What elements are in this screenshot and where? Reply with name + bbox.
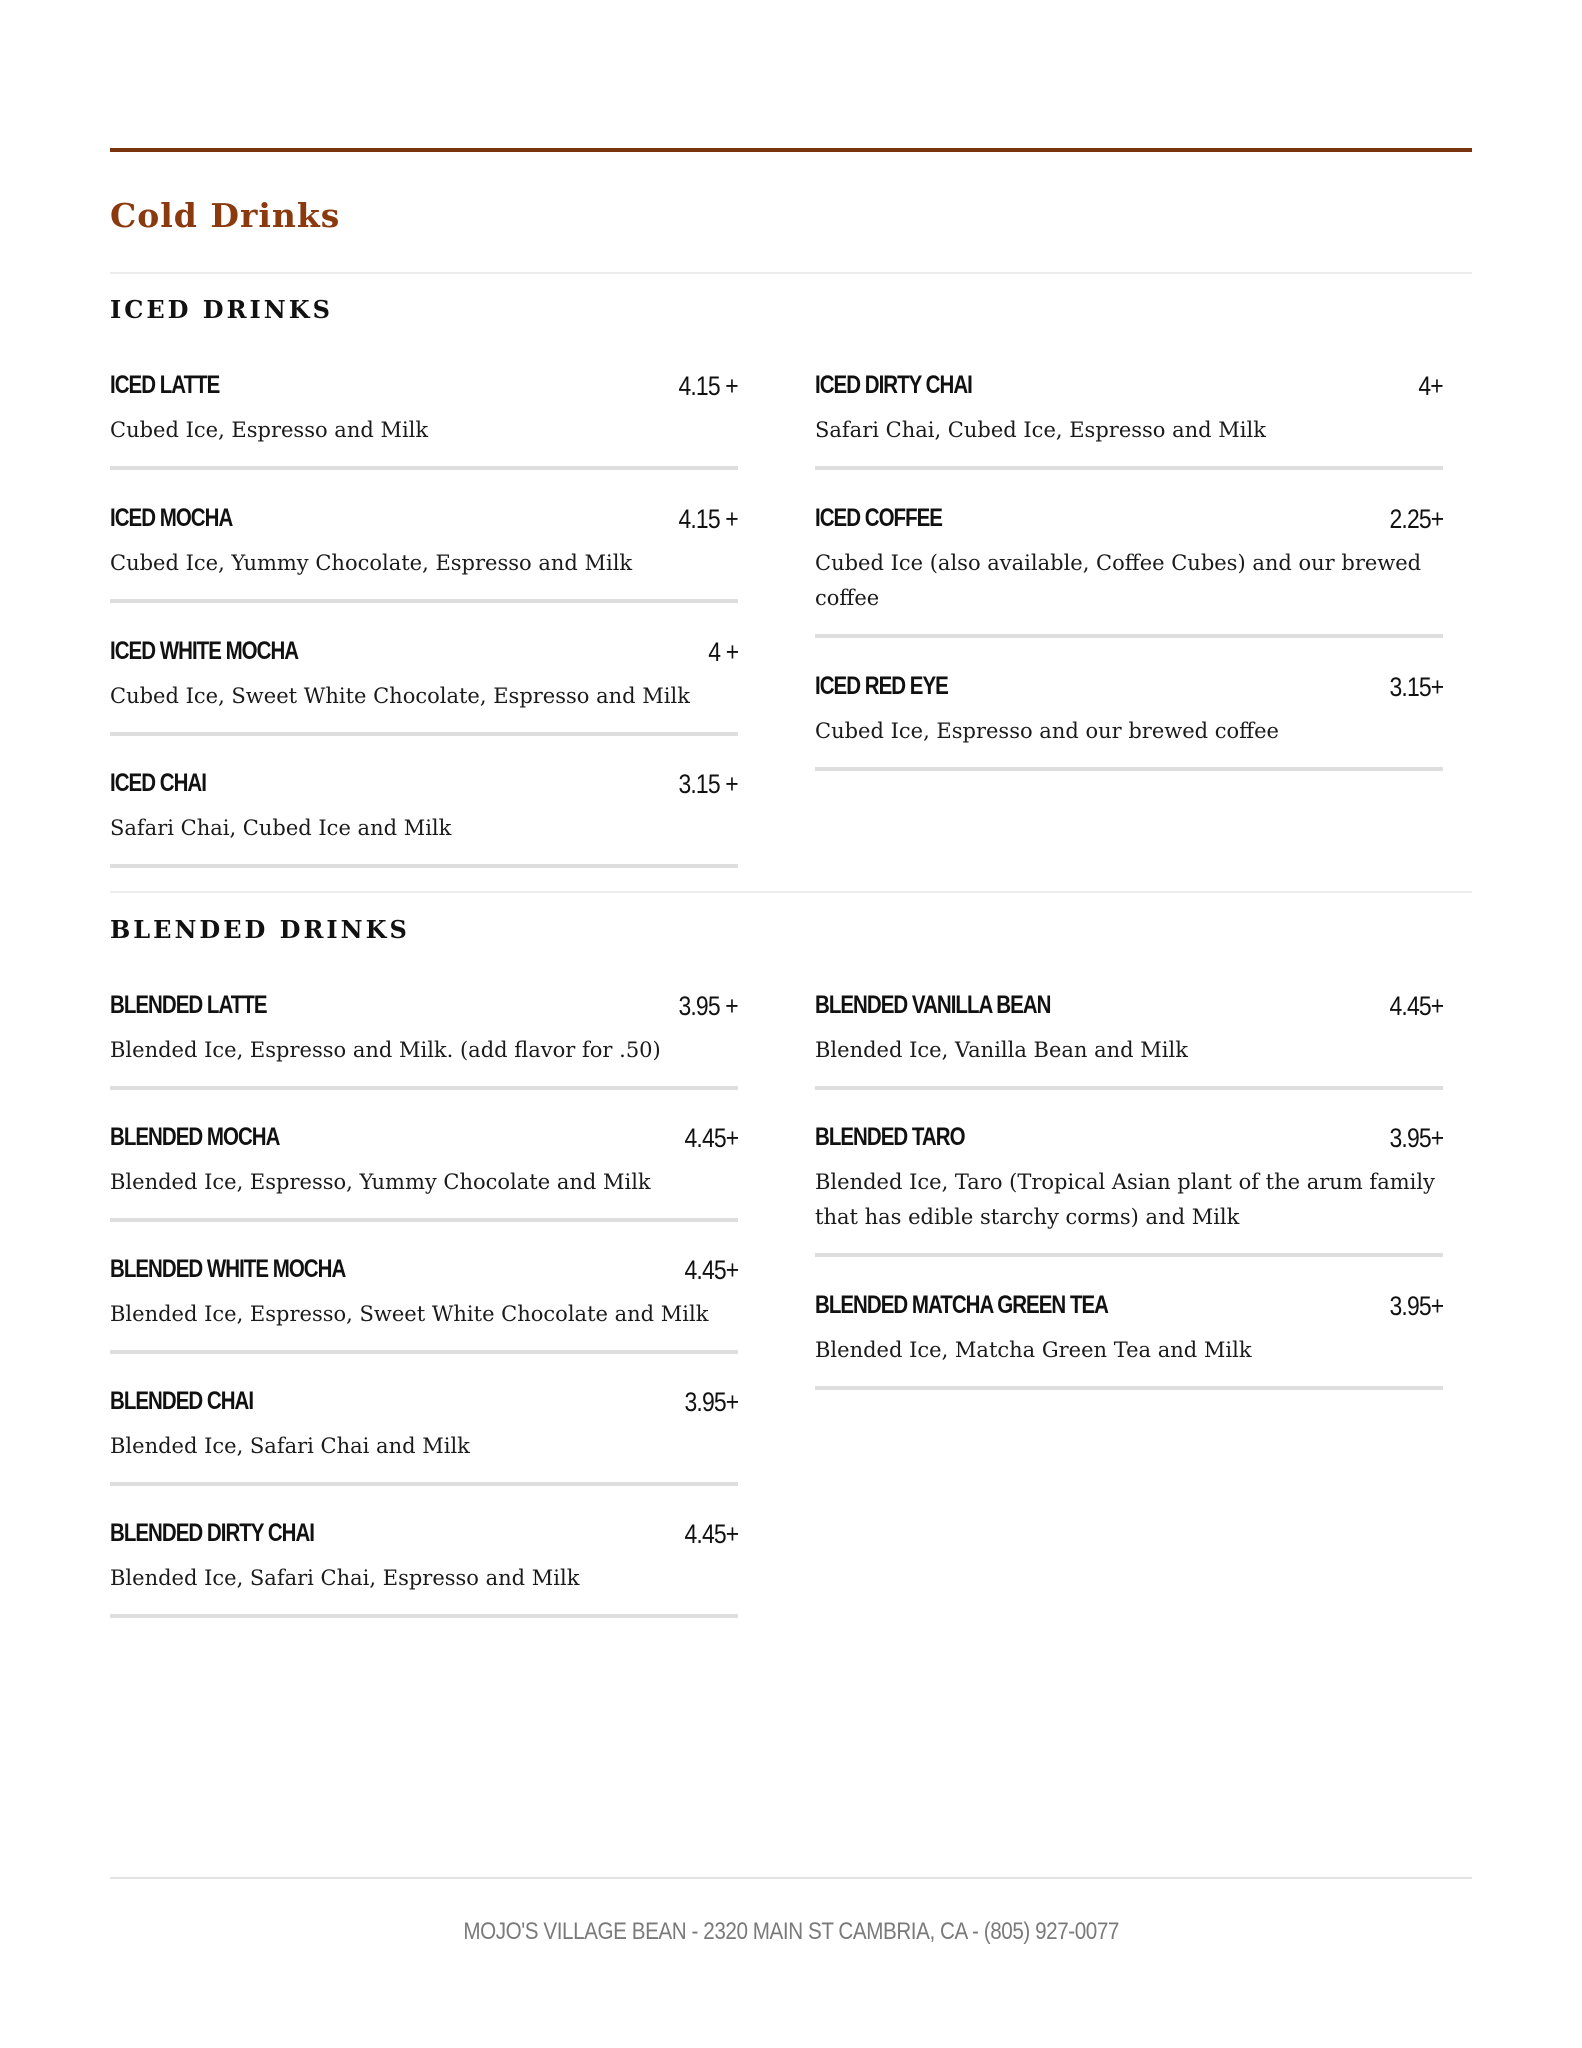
item-price: 3.95+ [1389,1123,1443,1153]
item-name: ICED COFFEE [815,504,942,532]
item-price: 3.95+ [684,1387,738,1417]
item-name: ICED CHAI [110,769,206,797]
page-title: Cold Drinks [110,196,341,235]
footer-text: MOJO'S VILLAGE BEAN - 2320 MAIN ST CAMBRIA, CA - (805) 927-0077 [463,1918,1119,1945]
item-price: 3.15+ [1389,672,1443,702]
item-divider [110,1086,738,1090]
item-divider [815,767,1443,771]
footer-address [110,1918,1472,1946]
item-divider [815,1253,1443,1257]
item-divider [110,1614,738,1618]
item-price: 4+ [1418,371,1443,401]
item-description: Blended Ice, Espresso, Yummy Chocolate and Milk [110,1170,651,1194]
item-price: 4.45+ [684,1123,738,1153]
item-name: BLENDED MATCHA GREEN TEA [815,1291,1108,1319]
item-description: Cubed Ice, Yummy Chocolate, Espresso and Milk [110,551,633,575]
item-price: 2.25+ [1389,504,1443,534]
item-description: Blended Ice, Vanilla Bean and Milk [815,1038,1188,1062]
section-divider [110,891,1472,893]
item-price: 3.95+ [1389,1291,1443,1321]
section-heading-iced-drinks: ICED DRINKS [110,295,333,324]
item-price: 3.15 + [678,769,738,799]
item-price: 3.95 + [678,991,738,1021]
item-description: Safari Chai, Cubed Ice and Milk [110,816,452,840]
section-heading-blended-drinks: BLENDED DRINKS [110,915,410,944]
item-divider [815,466,1443,470]
item-divider [110,1350,738,1354]
item-name: ICED WHITE MOCHA [110,637,299,665]
item-divider [110,466,738,470]
item-name: ICED RED EYE [815,672,948,700]
item-divider [815,1086,1443,1090]
item-description: Cubed Ice (also available, Coffee Cubes) and our brewed coffee [815,551,1422,610]
item-description: Cubed Ice, Espresso and Milk [110,418,429,442]
item-divider [110,1482,738,1486]
item-divider [110,599,738,603]
item-name: BLENDED VANILLA BEAN [815,991,1051,1019]
item-divider [815,634,1443,638]
item-description: Blended Ice, Safari Chai and Milk [110,1434,470,1458]
item-price: 4.15 + [678,504,738,534]
item-divider [110,732,738,736]
item-description: Blended Ice, Espresso and Milk. (add flavor for .50) [110,1038,661,1062]
item-price: 4 + [707,637,738,667]
item-name: BLENDED CHAI [110,1387,254,1415]
item-name: BLENDED TARO [815,1123,965,1151]
footer-divider [110,1877,1472,1879]
item-name: BLENDED DIRTY CHAI [110,1519,315,1547]
item-description: Blended Ice, Matcha Green Tea and Milk [815,1338,1252,1362]
item-name: BLENDED WHITE MOCHA [110,1255,346,1283]
item-description: Cubed Ice, Sweet White Chocolate, Espresso and Milk [110,684,690,708]
item-price: 4.45+ [684,1519,738,1549]
item-divider [815,1386,1443,1390]
item-price: 4.15 + [678,371,738,401]
item-description: Blended Ice, Espresso, Sweet White Chocolate and Milk [110,1302,709,1326]
item-description: Cubed Ice, Espresso and our brewed coffee [815,719,1279,743]
item-divider [110,1218,738,1222]
title-divider [110,272,1472,274]
item-divider [110,864,738,868]
item-name: ICED LATTE [110,371,220,399]
item-description: Blended Ice, Safari Chai, Espresso and Milk [110,1566,580,1590]
item-name: BLENDED MOCHA [110,1123,280,1151]
item-price: 4.45+ [1389,991,1443,1021]
item-description: Safari Chai, Cubed Ice, Espresso and Milk [815,418,1266,442]
item-name: ICED MOCHA [110,504,233,532]
item-price: 4.45+ [684,1255,738,1285]
item-name: BLENDED LATTE [110,991,267,1019]
top-divider [110,148,1472,152]
item-description: Blended Ice, Taro (Tropical Asian plant of the arum family that has edible starchy corms) and Milk [815,1170,1435,1229]
item-name: ICED DIRTY CHAI [815,371,972,399]
menu-page [110,0,1472,2048]
